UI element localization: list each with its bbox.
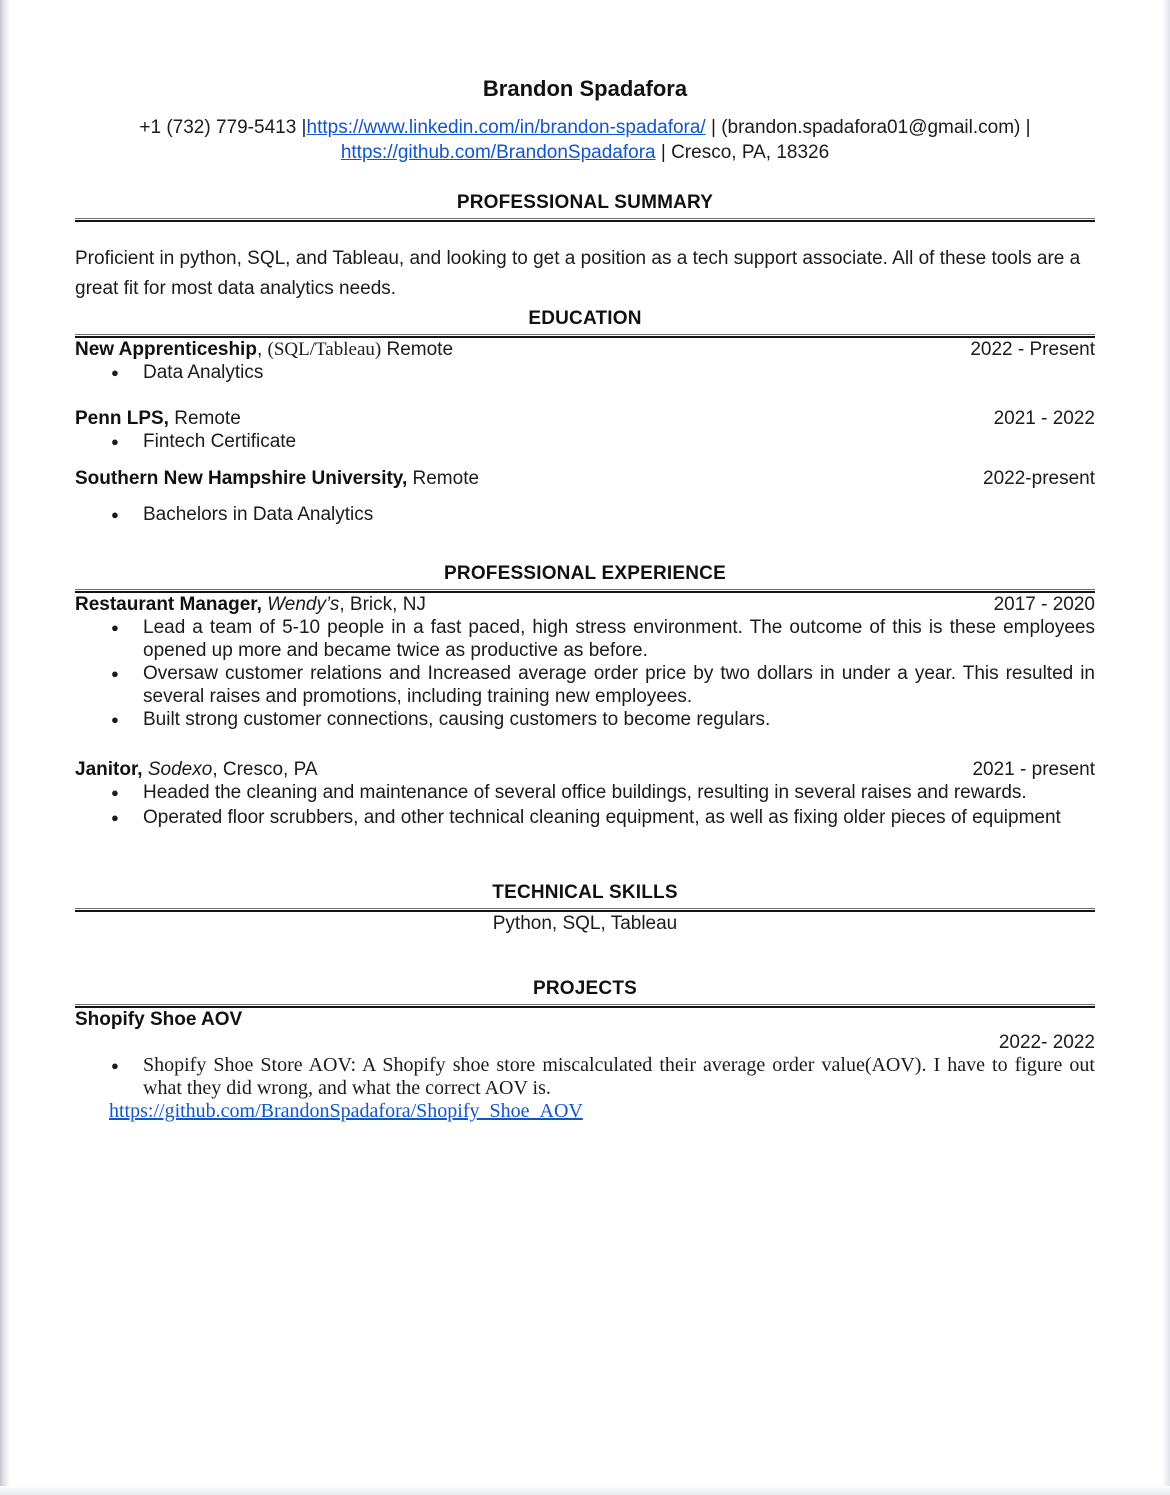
job-heading bbox=[75, 758, 318, 781]
resume-name: Brandon Spadafora bbox=[482, 76, 688, 101]
bullet-icon: ● bbox=[111, 620, 119, 635]
institution-location: Remote bbox=[381, 339, 454, 360]
section-title-skills: TECHNICAL SKILLS bbox=[492, 882, 678, 903]
email-text: | (brandon.spadafora01@gmail.com) | bbox=[705, 117, 1031, 138]
bullet-text: Operated floor scrubbers, and other technical cleaning equipment, as well as fixing older pieces of equipment bbox=[143, 807, 1061, 828]
project-name: Shopify Shoe AOV bbox=[75, 1009, 243, 1030]
bullet-text: Data Analytics bbox=[143, 362, 264, 383]
job-date: 2017 - 2020 bbox=[993, 594, 1095, 615]
institution-line bbox=[75, 407, 241, 430]
education-entry-row bbox=[75, 467, 1095, 490]
institution-qualifier: (SQL/Tableau) bbox=[267, 339, 382, 360]
job-bullet bbox=[75, 781, 1095, 804]
bullet-icon: ● bbox=[111, 666, 119, 681]
location-text: | Cresco, PA, 18326 bbox=[655, 142, 830, 163]
linkedin-link[interactable]: https://www.linkedin.com/in/brandon-spadafora/ bbox=[306, 117, 706, 138]
project-link-line bbox=[109, 1100, 1095, 1123]
education-bullet bbox=[75, 430, 1095, 453]
job-location: , Cresco, PA bbox=[212, 759, 318, 780]
bullet-icon: ● bbox=[111, 434, 119, 449]
institution-separator: , bbox=[256, 339, 268, 360]
job-location: , Brick, NJ bbox=[339, 594, 426, 615]
education-entry-row bbox=[75, 407, 1095, 430]
bullet-text: Oversaw customer relations and Increased average order price by two dollars in under a year. This resulted in several raises and promotions, including training new employees. bbox=[143, 663, 1095, 707]
education-bullet bbox=[75, 503, 1095, 526]
section-title-education: EDUCATION bbox=[528, 308, 642, 329]
page-bottom-edge-shadow bbox=[0, 1486, 1170, 1495]
contact-block bbox=[75, 115, 1095, 165]
job-date: 2021 - present bbox=[972, 759, 1095, 780]
job-title: Restaurant Manager, bbox=[75, 594, 262, 615]
contact-line-2 bbox=[75, 140, 1095, 165]
phone-text: +1 (732) 779-5413 | bbox=[139, 117, 307, 138]
github-link[interactable]: https://github.com/BrandonSpadafora bbox=[340, 142, 656, 163]
bullet-text: Shopify Shoe Store AOV: A Shopify shoe store miscalculated their average order value(AOV). I have to figure out what they did wrong, and what the correct AOV is. bbox=[143, 1054, 1095, 1099]
bullet-text: Lead a team of 5-10 people in a fast paced, high stress environment. The outcome of this is these employees opened up more and became twice as productive as before. bbox=[143, 617, 1095, 661]
institution-line bbox=[75, 338, 453, 361]
page-left-edge-shadow bbox=[0, 0, 10, 1495]
job-row bbox=[75, 758, 1095, 781]
job-bullet bbox=[75, 806, 1095, 829]
resume-page bbox=[10, 0, 1162, 1123]
institution-location: Remote bbox=[407, 468, 480, 489]
bullet-icon: ● bbox=[111, 810, 119, 825]
bullet-icon: ● bbox=[111, 507, 119, 522]
education-date: 2022-present bbox=[983, 468, 1095, 489]
bullet-text: Headed the cleaning and maintenance of several office buildings, resulting in several raises and rewards. bbox=[143, 782, 1027, 803]
job-title: Janitor, bbox=[75, 759, 143, 780]
institution-line bbox=[75, 467, 479, 490]
job-row bbox=[75, 593, 1095, 616]
job-bullet bbox=[75, 708, 1095, 731]
job-company: Sodexo bbox=[142, 759, 213, 780]
institution-name: Penn LPS, bbox=[75, 408, 169, 429]
job-company: Wendy’s bbox=[261, 594, 340, 615]
job-bullet bbox=[75, 662, 1095, 708]
education-entry-row bbox=[75, 338, 1095, 361]
bullet-icon: ● bbox=[111, 365, 119, 380]
contact-line-1 bbox=[75, 115, 1095, 140]
section-rule-summary bbox=[75, 218, 1095, 222]
institution-location: Remote bbox=[168, 408, 241, 429]
summary-text: Proficient in python, SQL, and Tableau, and looking to get a position as a tech support associate. All of these tools are a great fit for most data analytics needs. bbox=[75, 248, 1081, 299]
bullet-icon: ● bbox=[111, 1058, 119, 1073]
project-bullet bbox=[75, 1054, 1095, 1100]
section-title-summary: PROFESSIONAL SUMMARY bbox=[456, 192, 714, 213]
bullet-text: Built strong customer connections, causing customers to become regulars. bbox=[143, 709, 771, 730]
institution-name: Southern New Hampshire University, bbox=[75, 468, 408, 489]
skills-text: Python, SQL, Tableau bbox=[492, 913, 678, 934]
section-title-experience: PROFESSIONAL EXPERIENCE bbox=[444, 563, 726, 584]
section-title-projects: PROJECTS bbox=[532, 978, 637, 999]
project-github-link[interactable]: https://github.com/BrandonSpadafora/Shopify_Shoe_AOV bbox=[109, 1100, 583, 1122]
job-heading bbox=[75, 593, 426, 616]
page-right-edge-shadow bbox=[1162, 0, 1170, 1495]
job-bullet bbox=[75, 616, 1095, 662]
bullet-text: Fintech Certificate bbox=[143, 431, 297, 452]
education-date: 2021 - 2022 bbox=[993, 408, 1095, 429]
bullet-icon: ● bbox=[111, 712, 119, 727]
institution-name: New Apprenticeship bbox=[75, 339, 257, 360]
education-date: 2022 - Present bbox=[970, 339, 1095, 360]
bullet-icon: ● bbox=[111, 785, 119, 800]
bullet-text: Bachelors in Data Analytics bbox=[143, 504, 374, 525]
education-bullet bbox=[75, 361, 1095, 384]
project-row bbox=[75, 1008, 1095, 1031]
project-date: 2022- 2022 bbox=[998, 1032, 1095, 1053]
